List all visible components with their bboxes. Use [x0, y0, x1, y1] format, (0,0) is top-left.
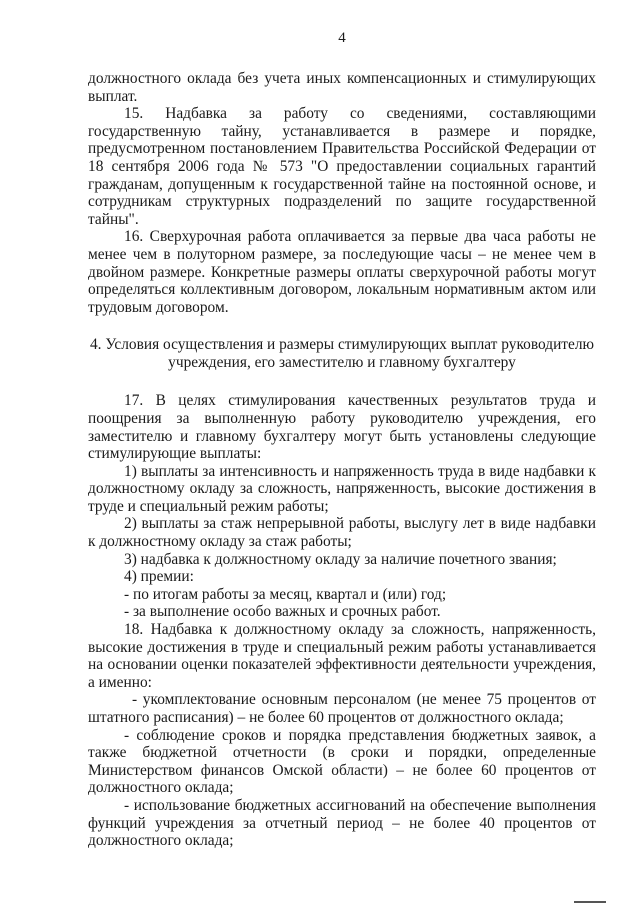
list-item-17-1: 1) выплаты за интенсивность и напряженность труда в виде надбавки к должностному окладу за сложность, напряженность, высокие достижения в труде и специальный режим работы; — [88, 462, 596, 515]
section-heading: 4. Условия осуществления и размеры стимулирующих выплат руководителю учреждения, его заместителю и главному бухгалтеру — [89, 336, 595, 372]
list-item-18-b: - соблюдение сроков и порядка представления бюджетных заявок, а также бюджетной отчетности (в сроки и порядки, определенные Министерством финансов Омской области) – не более 60 процентов от должностного оклада; — [88, 726, 596, 797]
list-item-17-4: 4) премии: — [124, 568, 194, 586]
list-item-18-c: - использование бюджетных ассигнований на обеспечение выполнения функций учреждения за отчетный период – не более 40 процентов от должностного оклада; — [88, 796, 596, 850]
page-number: 4 — [338, 30, 346, 46]
list-item-17-3: 3) надбавка к должностному окладу за наличие почетного звания; — [124, 550, 557, 568]
paragraph-18: 18. Надбавка к должностному окладу за сложность, напряженность, высокие достижения в труде и специальный режим работы устанавливается на основании оценки показателей эффективности деятельности учреждения, а именно: — [88, 621, 596, 691]
scan-mark — [574, 901, 606, 903]
list-item-17-4a: - по итогам работы за месяц, квартал и (или) год; — [124, 585, 447, 603]
paragraph-15: 15. Надбавка за работу со сведениями, составляющими государственную тайну, устанавливается в размере и порядке, предусмотренном постановлением Правительства Российской Федерации от 18 сентября 2006 года № 573 "О предоставлении социальных гарантий гражданам, допущенным к государственной тайне на постоянной основе, и сотрудникам структурных подразделений по защите государственной тайны". — [88, 105, 596, 228]
list-item-17-2: 2) выплаты за стаж непрерывной работы, выслугу лет в виде надбавки к должностному окладу за стаж работы; — [88, 515, 596, 551]
paragraph-17: 17. В целях стимулирования качественных результатов труда и поощрения за выполненную работу руководителю учреждения, его заместителю и главному бухгалтеру могут быть установлены следующие стимулирующие выплаты: — [88, 392, 596, 463]
paragraph-continuation: должностного оклада без учета иных компенсационных и стимулирующих выплат. — [88, 70, 596, 105]
paragraph-16: 16. Сверхурочная работа оплачивается за первые два часа работы не менее чем в полуторном размере, за последующие часы – не менее чем в двойном размере. Конкретные размеры оплаты сверхурочной работы могут определяться коллективным договором, локальным нормативным актом или трудовым договором. — [88, 228, 596, 316]
list-item-18-a: - укомплектование основным персоналом (не менее 75 процентов от штатного расписания) – не более 60 процентов от должностного оклада; — [88, 691, 596, 726]
list-item-17-4b: - за выполнение особо важных и срочных работ. — [124, 603, 441, 621]
